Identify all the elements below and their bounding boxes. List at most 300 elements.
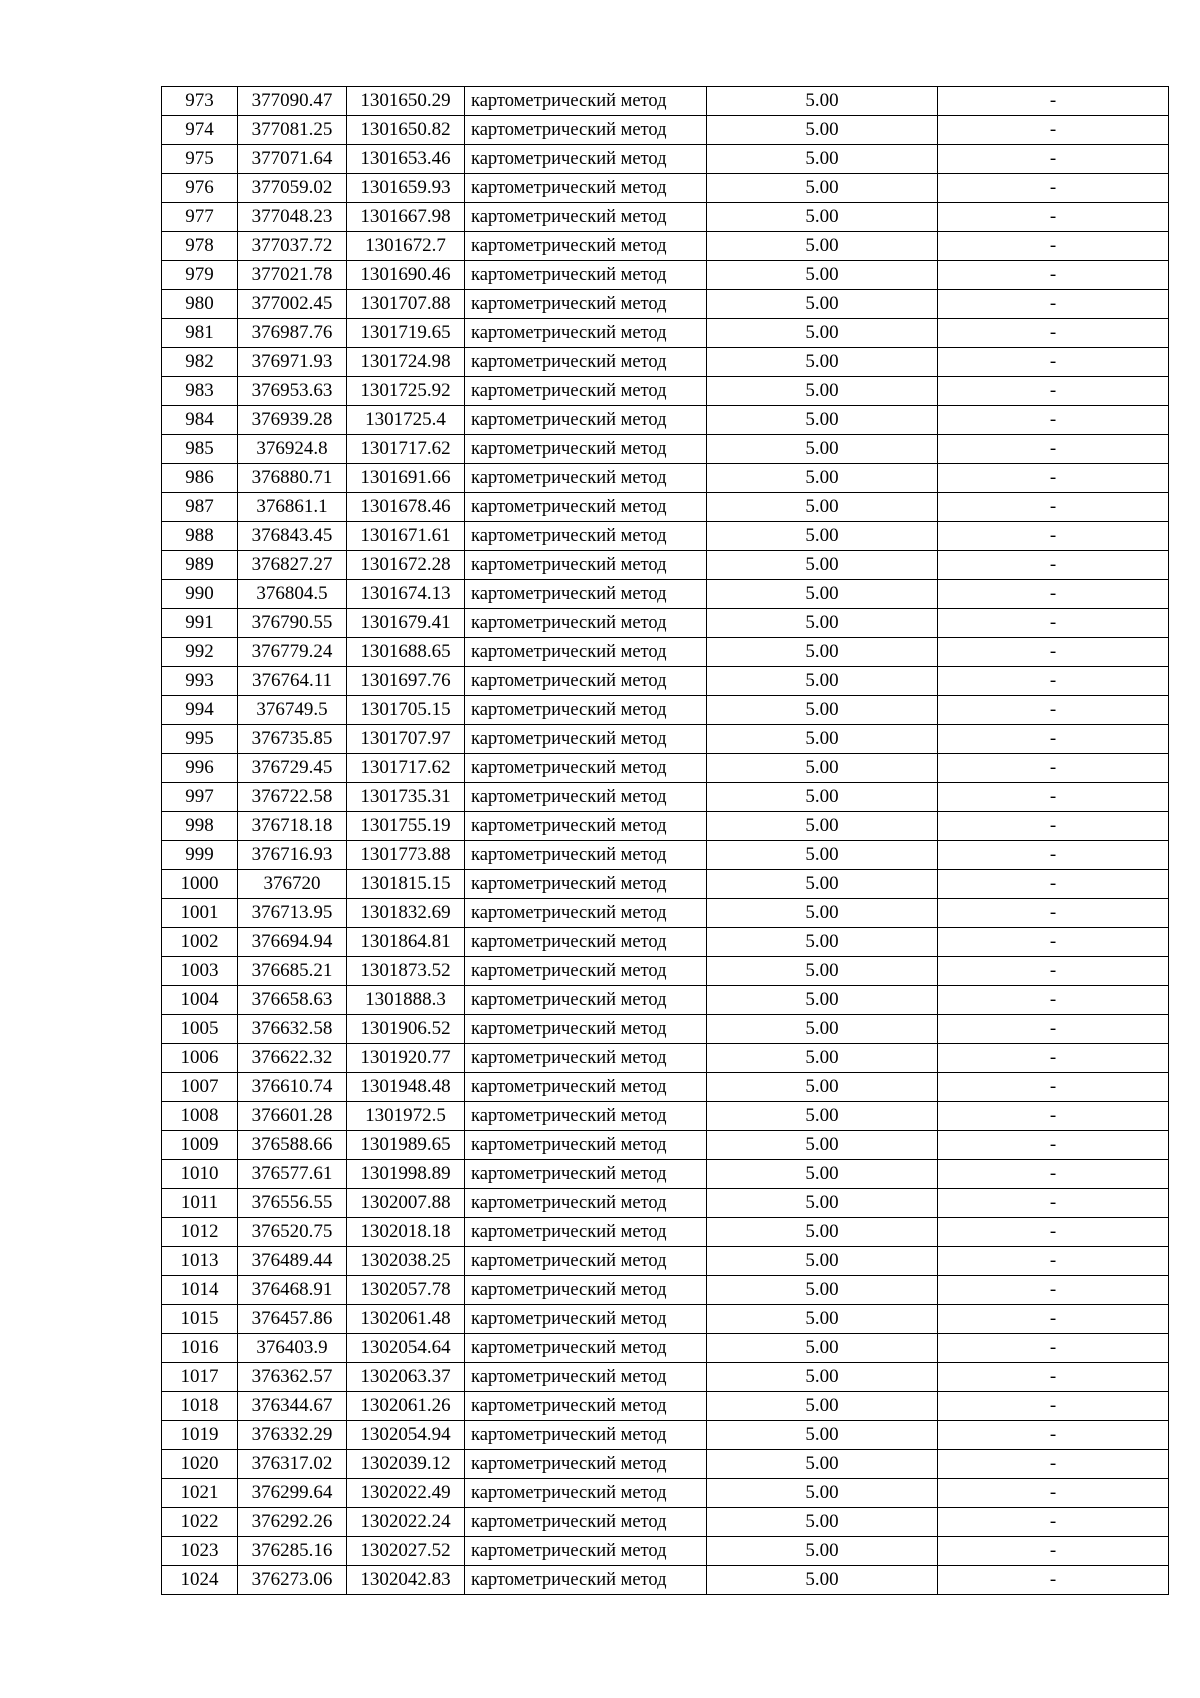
y-coordinate-cell: 1302022.49 xyxy=(347,1479,465,1508)
y-coordinate-cell: 1301725.92 xyxy=(347,377,465,406)
y-coordinate-cell: 1301815.15 xyxy=(347,870,465,899)
point-number-cell: 997 xyxy=(162,783,238,812)
method-cell: картометрический метод xyxy=(465,522,707,551)
method-cell: картометрический метод xyxy=(465,435,707,464)
note-cell: - xyxy=(938,406,1169,435)
table-row xyxy=(162,928,1169,957)
method-cell: картометрический метод xyxy=(465,1073,707,1102)
accuracy-cell: 5.00 xyxy=(707,1421,938,1450)
table-row xyxy=(162,464,1169,493)
note-cell: - xyxy=(938,957,1169,986)
point-number-cell: 1010 xyxy=(162,1160,238,1189)
table-row xyxy=(162,1479,1169,1508)
table-row xyxy=(162,1450,1169,1479)
method-cell: картометрический метод xyxy=(465,1160,707,1189)
method-cell: картометрический метод xyxy=(465,145,707,174)
method-cell: картометрический метод xyxy=(465,1566,707,1595)
y-coordinate-cell: 1301888.3 xyxy=(347,986,465,1015)
x-coordinate-cell: 376790.55 xyxy=(238,609,347,638)
method-cell: картометрический метод xyxy=(465,377,707,406)
coordinates-table-body xyxy=(162,87,1169,1595)
y-coordinate-cell: 1302054.64 xyxy=(347,1334,465,1363)
note-cell: - xyxy=(938,435,1169,464)
y-coordinate-cell: 1301906.52 xyxy=(347,1015,465,1044)
method-cell: картометрический метод xyxy=(465,1189,707,1218)
point-number-cell: 979 xyxy=(162,261,238,290)
method-cell: картометрический метод xyxy=(465,667,707,696)
accuracy-cell: 5.00 xyxy=(707,1537,938,1566)
y-coordinate-cell: 1301972.5 xyxy=(347,1102,465,1131)
point-number-cell: 1014 xyxy=(162,1276,238,1305)
accuracy-cell: 5.00 xyxy=(707,1218,938,1247)
note-cell: - xyxy=(938,986,1169,1015)
accuracy-cell: 5.00 xyxy=(707,232,938,261)
y-coordinate-cell: 1301678.46 xyxy=(347,493,465,522)
x-coordinate-cell: 376317.02 xyxy=(238,1450,347,1479)
y-coordinate-cell: 1302018.18 xyxy=(347,1218,465,1247)
y-coordinate-cell: 1301717.62 xyxy=(347,435,465,464)
point-number-cell: 1015 xyxy=(162,1305,238,1334)
method-cell: картометрический метод xyxy=(465,1305,707,1334)
method-cell: картометрический метод xyxy=(465,493,707,522)
point-number-cell: 988 xyxy=(162,522,238,551)
point-number-cell: 991 xyxy=(162,609,238,638)
table-row xyxy=(162,1102,1169,1131)
y-coordinate-cell: 1301667.98 xyxy=(347,203,465,232)
note-cell: - xyxy=(938,1392,1169,1421)
x-coordinate-cell: 376685.21 xyxy=(238,957,347,986)
point-number-cell: 1006 xyxy=(162,1044,238,1073)
accuracy-cell: 5.00 xyxy=(707,319,938,348)
note-cell: - xyxy=(938,551,1169,580)
method-cell: картометрический метод xyxy=(465,1044,707,1073)
y-coordinate-cell: 1301679.41 xyxy=(347,609,465,638)
x-coordinate-cell: 376601.28 xyxy=(238,1102,347,1131)
accuracy-cell: 5.00 xyxy=(707,464,938,493)
method-cell: картометрический метод xyxy=(465,551,707,580)
point-number-cell: 992 xyxy=(162,638,238,667)
accuracy-cell: 5.00 xyxy=(707,290,938,319)
y-coordinate-cell: 1301832.69 xyxy=(347,899,465,928)
method-cell: картометрический метод xyxy=(465,232,707,261)
method-cell: картометрический метод xyxy=(465,1392,707,1421)
x-coordinate-cell: 376332.29 xyxy=(238,1421,347,1450)
note-cell: - xyxy=(938,928,1169,957)
y-coordinate-cell: 1301672.28 xyxy=(347,551,465,580)
method-cell: картометрический метод xyxy=(465,1334,707,1363)
table-row xyxy=(162,319,1169,348)
note-cell: - xyxy=(938,290,1169,319)
note-cell: - xyxy=(938,1508,1169,1537)
y-coordinate-cell: 1301948.48 xyxy=(347,1073,465,1102)
table-row xyxy=(162,1508,1169,1537)
point-number-cell: 1003 xyxy=(162,957,238,986)
point-number-cell: 1012 xyxy=(162,1218,238,1247)
x-coordinate-cell: 376729.45 xyxy=(238,754,347,783)
y-coordinate-cell: 1301659.93 xyxy=(347,174,465,203)
method-cell: картометрический метод xyxy=(465,1537,707,1566)
point-number-cell: 990 xyxy=(162,580,238,609)
method-cell: картометрический метод xyxy=(465,580,707,609)
y-coordinate-cell: 1301989.65 xyxy=(347,1131,465,1160)
accuracy-cell: 5.00 xyxy=(707,841,938,870)
note-cell: - xyxy=(938,1160,1169,1189)
method-cell: картометрический метод xyxy=(465,1479,707,1508)
table-row xyxy=(162,203,1169,232)
x-coordinate-cell: 376520.75 xyxy=(238,1218,347,1247)
accuracy-cell: 5.00 xyxy=(707,696,938,725)
accuracy-cell: 5.00 xyxy=(707,1450,938,1479)
x-coordinate-cell: 377071.64 xyxy=(238,145,347,174)
method-cell: картометрический метод xyxy=(465,348,707,377)
point-number-cell: 1002 xyxy=(162,928,238,957)
table-row xyxy=(162,290,1169,319)
x-coordinate-cell: 377048.23 xyxy=(238,203,347,232)
table-row xyxy=(162,435,1169,464)
accuracy-cell: 5.00 xyxy=(707,1508,938,1537)
point-number-cell: 984 xyxy=(162,406,238,435)
x-coordinate-cell: 376718.18 xyxy=(238,812,347,841)
y-coordinate-cell: 1301674.13 xyxy=(347,580,465,609)
point-number-cell: 1021 xyxy=(162,1479,238,1508)
accuracy-cell: 5.00 xyxy=(707,1305,938,1334)
y-coordinate-cell: 1301688.65 xyxy=(347,638,465,667)
method-cell: картометрический метод xyxy=(465,1131,707,1160)
method-cell: картометрический метод xyxy=(465,116,707,145)
note-cell: - xyxy=(938,1479,1169,1508)
accuracy-cell: 5.00 xyxy=(707,1363,938,1392)
note-cell: - xyxy=(938,812,1169,841)
accuracy-cell: 5.00 xyxy=(707,1073,938,1102)
x-coordinate-cell: 376971.93 xyxy=(238,348,347,377)
accuracy-cell: 5.00 xyxy=(707,1189,938,1218)
method-cell: картометрический метод xyxy=(465,1015,707,1044)
method-cell: картометрический метод xyxy=(465,464,707,493)
table-row xyxy=(162,406,1169,435)
x-coordinate-cell: 376658.63 xyxy=(238,986,347,1015)
point-number-cell: 1018 xyxy=(162,1392,238,1421)
y-coordinate-cell: 1301690.46 xyxy=(347,261,465,290)
y-coordinate-cell: 1301707.88 xyxy=(347,290,465,319)
x-coordinate-cell: 376749.5 xyxy=(238,696,347,725)
y-coordinate-cell: 1301920.77 xyxy=(347,1044,465,1073)
point-number-cell: 1013 xyxy=(162,1247,238,1276)
note-cell: - xyxy=(938,667,1169,696)
y-coordinate-cell: 1301719.65 xyxy=(347,319,465,348)
point-number-cell: 1019 xyxy=(162,1421,238,1450)
x-coordinate-cell: 376556.55 xyxy=(238,1189,347,1218)
accuracy-cell: 5.00 xyxy=(707,957,938,986)
y-coordinate-cell: 1301672.7 xyxy=(347,232,465,261)
note-cell: - xyxy=(938,87,1169,116)
method-cell: картометрический метод xyxy=(465,1363,707,1392)
note-cell: - xyxy=(938,377,1169,406)
note-cell: - xyxy=(938,493,1169,522)
table-row xyxy=(162,1044,1169,1073)
table-row xyxy=(162,783,1169,812)
x-coordinate-cell: 376735.85 xyxy=(238,725,347,754)
table-row xyxy=(162,870,1169,899)
method-cell: картометрический метод xyxy=(465,899,707,928)
table-row xyxy=(162,1131,1169,1160)
y-coordinate-cell: 1301653.46 xyxy=(347,145,465,174)
table-row xyxy=(162,116,1169,145)
method-cell: картометрический метод xyxy=(465,290,707,319)
accuracy-cell: 5.00 xyxy=(707,1044,938,1073)
accuracy-cell: 5.00 xyxy=(707,116,938,145)
note-cell: - xyxy=(938,580,1169,609)
point-number-cell: 989 xyxy=(162,551,238,580)
note-cell: - xyxy=(938,1102,1169,1131)
point-number-cell: 1008 xyxy=(162,1102,238,1131)
method-cell: картометрический метод xyxy=(465,1276,707,1305)
accuracy-cell: 5.00 xyxy=(707,783,938,812)
accuracy-cell: 5.00 xyxy=(707,725,938,754)
point-number-cell: 1023 xyxy=(162,1537,238,1566)
note-cell: - xyxy=(938,899,1169,928)
point-number-cell: 1009 xyxy=(162,1131,238,1160)
point-number-cell: 977 xyxy=(162,203,238,232)
table-row xyxy=(162,1247,1169,1276)
y-coordinate-cell: 1301707.97 xyxy=(347,725,465,754)
point-number-cell: 993 xyxy=(162,667,238,696)
note-cell: - xyxy=(938,1334,1169,1363)
table-row xyxy=(162,522,1169,551)
accuracy-cell: 5.00 xyxy=(707,1334,938,1363)
note-cell: - xyxy=(938,1073,1169,1102)
point-number-cell: 996 xyxy=(162,754,238,783)
point-number-cell: 982 xyxy=(162,348,238,377)
x-coordinate-cell: 376987.76 xyxy=(238,319,347,348)
note-cell: - xyxy=(938,1421,1169,1450)
point-number-cell: 999 xyxy=(162,841,238,870)
point-number-cell: 994 xyxy=(162,696,238,725)
table-row xyxy=(162,1189,1169,1218)
point-number-cell: 1011 xyxy=(162,1189,238,1218)
y-coordinate-cell: 1301724.98 xyxy=(347,348,465,377)
point-number-cell: 1007 xyxy=(162,1073,238,1102)
note-cell: - xyxy=(938,1363,1169,1392)
x-coordinate-cell: 376924.8 xyxy=(238,435,347,464)
table-row xyxy=(162,1015,1169,1044)
note-cell: - xyxy=(938,203,1169,232)
accuracy-cell: 5.00 xyxy=(707,493,938,522)
accuracy-cell: 5.00 xyxy=(707,638,938,667)
y-coordinate-cell: 1301864.81 xyxy=(347,928,465,957)
point-number-cell: 1000 xyxy=(162,870,238,899)
x-coordinate-cell: 376880.71 xyxy=(238,464,347,493)
x-coordinate-cell: 376588.66 xyxy=(238,1131,347,1160)
table-row xyxy=(162,261,1169,290)
x-coordinate-cell: 377037.72 xyxy=(238,232,347,261)
point-number-cell: 987 xyxy=(162,493,238,522)
note-cell: - xyxy=(938,638,1169,667)
y-coordinate-cell: 1301650.29 xyxy=(347,87,465,116)
y-coordinate-cell: 1302027.52 xyxy=(347,1537,465,1566)
y-coordinate-cell: 1302038.25 xyxy=(347,1247,465,1276)
method-cell: картометрический метод xyxy=(465,812,707,841)
note-cell: - xyxy=(938,116,1169,145)
point-number-cell: 986 xyxy=(162,464,238,493)
point-number-cell: 1017 xyxy=(162,1363,238,1392)
method-cell: картометрический метод xyxy=(465,174,707,203)
point-number-cell: 1001 xyxy=(162,899,238,928)
table-row xyxy=(162,493,1169,522)
point-number-cell: 980 xyxy=(162,290,238,319)
x-coordinate-cell: 376843.45 xyxy=(238,522,347,551)
method-cell: картометрический метод xyxy=(465,754,707,783)
y-coordinate-cell: 1301755.19 xyxy=(347,812,465,841)
accuracy-cell: 5.00 xyxy=(707,406,938,435)
accuracy-cell: 5.00 xyxy=(707,1247,938,1276)
point-number-cell: 1022 xyxy=(162,1508,238,1537)
x-coordinate-cell: 376939.28 xyxy=(238,406,347,435)
y-coordinate-cell: 1302007.88 xyxy=(347,1189,465,1218)
method-cell: картометрический метод xyxy=(465,725,707,754)
note-cell: - xyxy=(938,1566,1169,1595)
table-row xyxy=(162,551,1169,580)
accuracy-cell: 5.00 xyxy=(707,812,938,841)
point-number-cell: 1004 xyxy=(162,986,238,1015)
accuracy-cell: 5.00 xyxy=(707,754,938,783)
method-cell: картометрический метод xyxy=(465,841,707,870)
method-cell: картометрический метод xyxy=(465,986,707,1015)
method-cell: картометрический метод xyxy=(465,203,707,232)
y-coordinate-cell: 1302039.12 xyxy=(347,1450,465,1479)
y-coordinate-cell: 1301873.52 xyxy=(347,957,465,986)
table-row xyxy=(162,609,1169,638)
y-coordinate-cell: 1301697.76 xyxy=(347,667,465,696)
point-number-cell: 983 xyxy=(162,377,238,406)
y-coordinate-cell: 1301705.15 xyxy=(347,696,465,725)
note-cell: - xyxy=(938,609,1169,638)
method-cell: картометрический метод xyxy=(465,406,707,435)
y-coordinate-cell: 1302042.83 xyxy=(347,1566,465,1595)
x-coordinate-cell: 376694.94 xyxy=(238,928,347,957)
accuracy-cell: 5.00 xyxy=(707,1015,938,1044)
method-cell: картометрический метод xyxy=(465,87,707,116)
note-cell: - xyxy=(938,1537,1169,1566)
accuracy-cell: 5.00 xyxy=(707,435,938,464)
note-cell: - xyxy=(938,841,1169,870)
point-number-cell: 985 xyxy=(162,435,238,464)
x-coordinate-cell: 376722.58 xyxy=(238,783,347,812)
coordinates-table xyxy=(161,86,1169,1595)
x-coordinate-cell: 376861.1 xyxy=(238,493,347,522)
point-number-cell: 1016 xyxy=(162,1334,238,1363)
accuracy-cell: 5.00 xyxy=(707,551,938,580)
method-cell: картометрический метод xyxy=(465,696,707,725)
method-cell: картометрический метод xyxy=(465,1247,707,1276)
x-coordinate-cell: 376403.9 xyxy=(238,1334,347,1363)
y-coordinate-cell: 1302061.48 xyxy=(347,1305,465,1334)
accuracy-cell: 5.00 xyxy=(707,928,938,957)
accuracy-cell: 5.00 xyxy=(707,261,938,290)
point-number-cell: 1020 xyxy=(162,1450,238,1479)
table-row xyxy=(162,725,1169,754)
method-cell: картометрический метод xyxy=(465,1508,707,1537)
x-coordinate-cell: 377081.25 xyxy=(238,116,347,145)
accuracy-cell: 5.00 xyxy=(707,87,938,116)
method-cell: картометрический метод xyxy=(465,319,707,348)
table-row xyxy=(162,754,1169,783)
table-row xyxy=(162,1218,1169,1247)
x-coordinate-cell: 376299.64 xyxy=(238,1479,347,1508)
point-number-cell: 975 xyxy=(162,145,238,174)
note-cell: - xyxy=(938,232,1169,261)
method-cell: картометрический метод xyxy=(465,783,707,812)
x-coordinate-cell: 376764.11 xyxy=(238,667,347,696)
point-number-cell: 981 xyxy=(162,319,238,348)
x-coordinate-cell: 376716.93 xyxy=(238,841,347,870)
note-cell: - xyxy=(938,754,1169,783)
table-row xyxy=(162,667,1169,696)
accuracy-cell: 5.00 xyxy=(707,522,938,551)
y-coordinate-cell: 1301671.61 xyxy=(347,522,465,551)
x-coordinate-cell: 376468.91 xyxy=(238,1276,347,1305)
note-cell: - xyxy=(938,348,1169,377)
method-cell: картометрический метод xyxy=(465,1450,707,1479)
point-number-cell: 974 xyxy=(162,116,238,145)
x-coordinate-cell: 377002.45 xyxy=(238,290,347,319)
method-cell: картометрический метод xyxy=(465,261,707,290)
accuracy-cell: 5.00 xyxy=(707,1160,938,1189)
x-coordinate-cell: 376779.24 xyxy=(238,638,347,667)
table-row xyxy=(162,348,1169,377)
table-row xyxy=(162,377,1169,406)
table-row xyxy=(162,145,1169,174)
table-row xyxy=(162,841,1169,870)
x-coordinate-cell: 376577.61 xyxy=(238,1160,347,1189)
y-coordinate-cell: 1301717.62 xyxy=(347,754,465,783)
accuracy-cell: 5.00 xyxy=(707,1392,938,1421)
accuracy-cell: 5.00 xyxy=(707,145,938,174)
accuracy-cell: 5.00 xyxy=(707,1276,938,1305)
point-number-cell: 1024 xyxy=(162,1566,238,1595)
x-coordinate-cell: 376273.06 xyxy=(238,1566,347,1595)
note-cell: - xyxy=(938,1305,1169,1334)
y-coordinate-cell: 1302061.26 xyxy=(347,1392,465,1421)
accuracy-cell: 5.00 xyxy=(707,986,938,1015)
accuracy-cell: 5.00 xyxy=(707,203,938,232)
accuracy-cell: 5.00 xyxy=(707,667,938,696)
x-coordinate-cell: 376292.26 xyxy=(238,1508,347,1537)
y-coordinate-cell: 1301725.4 xyxy=(347,406,465,435)
x-coordinate-cell: 376632.58 xyxy=(238,1015,347,1044)
method-cell: картометрический метод xyxy=(465,609,707,638)
table-row xyxy=(162,1566,1169,1595)
table-row xyxy=(162,899,1169,928)
method-cell: картометрический метод xyxy=(465,1102,707,1131)
y-coordinate-cell: 1302022.24 xyxy=(347,1508,465,1537)
note-cell: - xyxy=(938,319,1169,348)
point-number-cell: 1005 xyxy=(162,1015,238,1044)
method-cell: картометрический метод xyxy=(465,1218,707,1247)
note-cell: - xyxy=(938,1247,1169,1276)
method-cell: картометрический метод xyxy=(465,638,707,667)
table-row xyxy=(162,1334,1169,1363)
note-cell: - xyxy=(938,464,1169,493)
table-row xyxy=(162,696,1169,725)
y-coordinate-cell: 1302057.78 xyxy=(347,1276,465,1305)
note-cell: - xyxy=(938,1218,1169,1247)
method-cell: картометрический метод xyxy=(465,957,707,986)
x-coordinate-cell: 376285.16 xyxy=(238,1537,347,1566)
point-number-cell: 998 xyxy=(162,812,238,841)
table-row xyxy=(162,986,1169,1015)
table-row xyxy=(162,232,1169,261)
table-row xyxy=(162,1363,1169,1392)
